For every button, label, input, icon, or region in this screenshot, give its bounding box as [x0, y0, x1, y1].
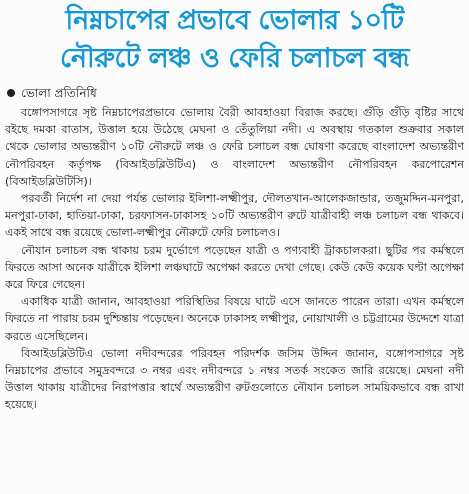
article-paragraph-4: একাধিক যাত্রী জানান, আবহাওয়া পরিস্থিতির বিষয়ে ঘাটে এসে জানতে পারেন তারা। এখন কর্মস্থলে ফিরতে না পারায় চরম দুশ্চিন্তায় পড়েছেন। অনেকে ঢাকাসহ লক্ষ্মীপুর, নোয়াখালী ও চট্টগ্রামের উদ্দেশে যাত্রা করতে এসেছিলেন। [5, 295, 464, 343]
article-paragraph-2: পরবর্তী নির্দেশ না দেয়া পর্যন্ত ভোলার ইলিশা-লক্ষ্মীপুর, দৌলতখান-আলেকজান্ডার, তজুমদ্দিন-মনপুরা, মনপুরা-ঢাকা, হাতিয়া-ঢাকা, চরফ্যাসন-ঢাকাসহ ১০টি অভ্যন্তরীণ রুটে যাত্রীবাহী লঞ্চ চলাচল বন্ধ থাকবে। একই সাথে বন্ধ রয়েছে ভোলা-লক্ষ্মীপুর নৌরুটে ফেরি চলাচলও। [5, 192, 464, 240]
article-body [5, 104, 464, 414]
bullet-icon [7, 89, 15, 97]
article-paragraph-1: বঙ্গোপসাগরে সৃষ্ট নিম্নচাপেরপ্রভাবে ভোলায় বৈরী আবহাওয়া বিরাজ করছে। গুঁড়ি গুঁড়ি বৃষ্টির সাথে বইছে দমকা বাতাস, উত্তাল হয়ে উঠেছে মেঘনা ও তেঁতুলিয়া নদী। এ অবস্থায় গতকাল শুক্রবার সকাল থেকে ভোলার অভ্যন্তরীণ ১০টি নৌরুটে লঞ্চ ও ফেরি চলাচল বন্ধ ঘোষণা করেছে বাংলাদেশ অভ্যন্তরীণ নৌপরিবহন কর্তৃপক্ষ (বিআইডব্লিউটিএ) ও বাংলাদেশ অভ্যন্তরীণ নৌপরিবহন করপোরেশন (বিআইডব্লিউটিসি)। [5, 106, 464, 188]
article-paragraph-5: বিআইডব্লিউটিএ ভোলা নদীবন্দরের পরিবহন পরিদর্শক জসিম উদ্দিন জানান, বঙ্গোপসাগরে সৃষ্ট নিম্নচাপের প্রভাবে সমুদ্রবন্দরে ৩ নম্বর এবং নদীবন্দরে ১ নম্বর সতর্ক সংকেত জারি রয়েছে। মেঘনা নদী উত্তাল থাকায় যাত্রীদের নিরাপত্তার স্বার্থে অভ্যন্তরীণ রুটগুলোতে নৌযান চলাচল সাময়িকভাবে বন্ধ রাখা হয়েছে। [5, 346, 464, 412]
byline-text: ভোলা প্রতিনিধি [21, 86, 97, 100]
headline-line-2: নৌরুটে লঞ্চ ও ফেরি চলাচল বন্ধ [59, 43, 410, 74]
article-paragraph-3: নৌযান চলাচল বন্ধ থাকায় চরম দুর্ভোগে পড়েছেন যাত্রী ও পণ্যবাহী ট্রাকচালকরা। ছুটির পর কর্মস্থলে ফিরতে আসা অনেক যাত্রীকে ইলিশা লঞ্চঘাটে অপেক্ষা করতে দেখা গেছে। কেউ কেউ কয়েক ঘণ্টা অপেক্ষা করে ফিরে গেছেন। [5, 243, 464, 292]
headline-line-1: নিম্নচাপের প্রভাবে ভোলার ১০টি [65, 5, 404, 36]
byline [7, 84, 464, 102]
headline [5, 2, 464, 78]
